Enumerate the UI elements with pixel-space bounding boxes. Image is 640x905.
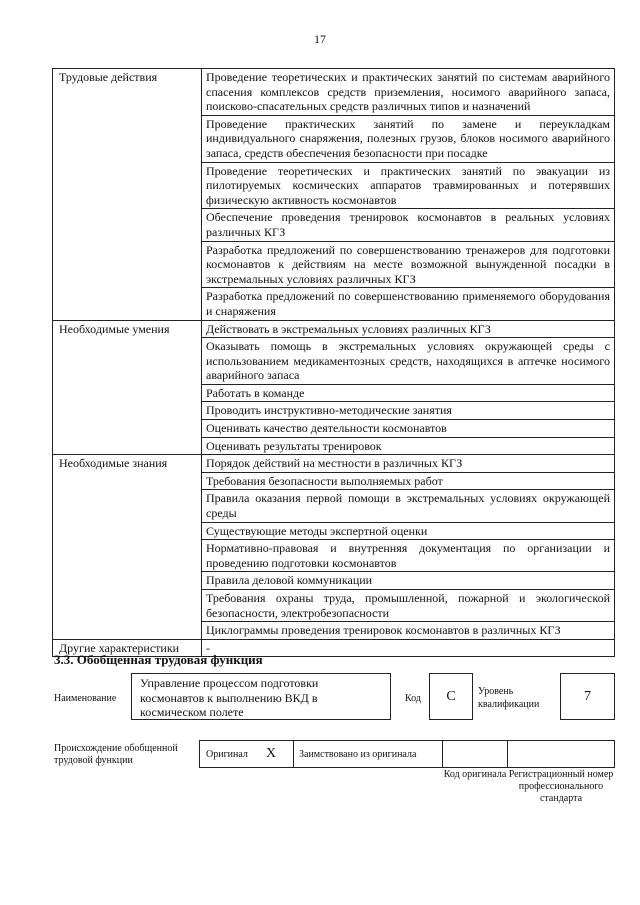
table-row	[53, 69, 615, 116]
row-text: Обеспечение проведения тренировок космонавтов в реальных условиях различных КГЗ	[202, 209, 615, 241]
row-text: Циклограммы проведения тренировок космонавтов в различных КГЗ	[202, 622, 615, 640]
code-caption: Код оригинала	[443, 769, 507, 780]
code-value: C	[429, 673, 473, 720]
origin-label: Происхождение обобщенной трудовой функции	[54, 743, 178, 766]
row-text: Нормативно-правовая и внутренняя документация по организации и проведению подготовки космонавтов	[202, 540, 615, 572]
row-category-label: Необходимые знания	[53, 455, 202, 640]
row-text: Проведение практических занятий по замене и переукладкам индивидуального снаряжения, полезных грузов, блоков носимого аварийного запаса, средств обеспечения безопасности при посадке	[202, 115, 615, 162]
row-category-label: Другие характеристики	[53, 639, 202, 657]
code-label: Код	[405, 693, 421, 704]
table-row	[53, 320, 615, 338]
row-text: Работать в команде	[202, 384, 615, 402]
section-title: 3.3. Обобщенная трудовая функция	[54, 652, 263, 667]
level-value: 7	[560, 673, 615, 720]
row-text: Разработка предложений по совершенствованию тренажеров для подготовки космонавтов к действиям на месте возможной вынужденной посадки в экстремальных условиях различных КГЗ	[202, 241, 615, 288]
name-label: Наименование	[54, 693, 117, 704]
row-category-label: Необходимые умения	[53, 320, 202, 455]
original-label: Оригинал	[206, 749, 248, 760]
row-text: Требования безопасности выполняемых работ	[202, 472, 615, 490]
row-text: Проведение теоретических и практических занятий по системам аварийного спасения комплексов средств приземления, носимого аварийного запаса, поисково-спасательных средств различных типов и назначений	[202, 69, 615, 116]
row-text: Правила деловой коммуникации	[202, 572, 615, 590]
row-text: Проведение теоретических и практических занятий по эвакуации из пилотируемых космических аппаратов травмированных и потерявших физическую активность космонавтов	[202, 162, 615, 209]
job-table	[52, 68, 615, 657]
row-text: Существующие методы экспертной оценки	[202, 522, 615, 540]
table-row	[53, 455, 615, 473]
reg-caption: Регистрационный номер профессионального стандарта	[508, 769, 614, 804]
row-text: -	[202, 639, 615, 657]
name-value: Управление процессом подготовки космонавтов к выполнению ВКД в космическом полете	[131, 673, 391, 720]
original-mark: X	[266, 746, 277, 761]
original-code-cell	[442, 740, 508, 768]
row-text: Проводить инструктивно-методические занятия	[202, 402, 615, 420]
row-text: Требования охраны труда, промышленной, пожарной и экологической безопасности, электробезопасности	[202, 590, 615, 622]
row-text: Правила оказания первой помощи в экстремальных условиях окружающей среды	[202, 490, 615, 522]
row-text: Разработка предложений по совершенствованию применяемого оборудования и снаряжения	[202, 288, 615, 320]
row-text: Оказывать помощь в экстремальных условиях окружающей среды с использованием медикаментозных средств, находящихся в аптечке носимого аварийного запаса	[202, 338, 615, 385]
row-text: Порядок действий на местности в различных КГЗ	[202, 455, 615, 473]
page-number: 17	[314, 32, 326, 46]
row-text: Действовать в экстремальных условиях различных КГЗ	[202, 320, 615, 338]
borrowed-label: Заимствовано из оригинала	[299, 749, 417, 760]
row-text: Оценивать результаты тренировок	[202, 437, 615, 455]
row-category-label: Трудовые действия	[53, 69, 202, 321]
row-text: Оценивать качество деятельности космонавтов	[202, 420, 615, 438]
level-label: Уровень квалификации	[478, 686, 540, 710]
reg-number-cell	[507, 740, 615, 768]
